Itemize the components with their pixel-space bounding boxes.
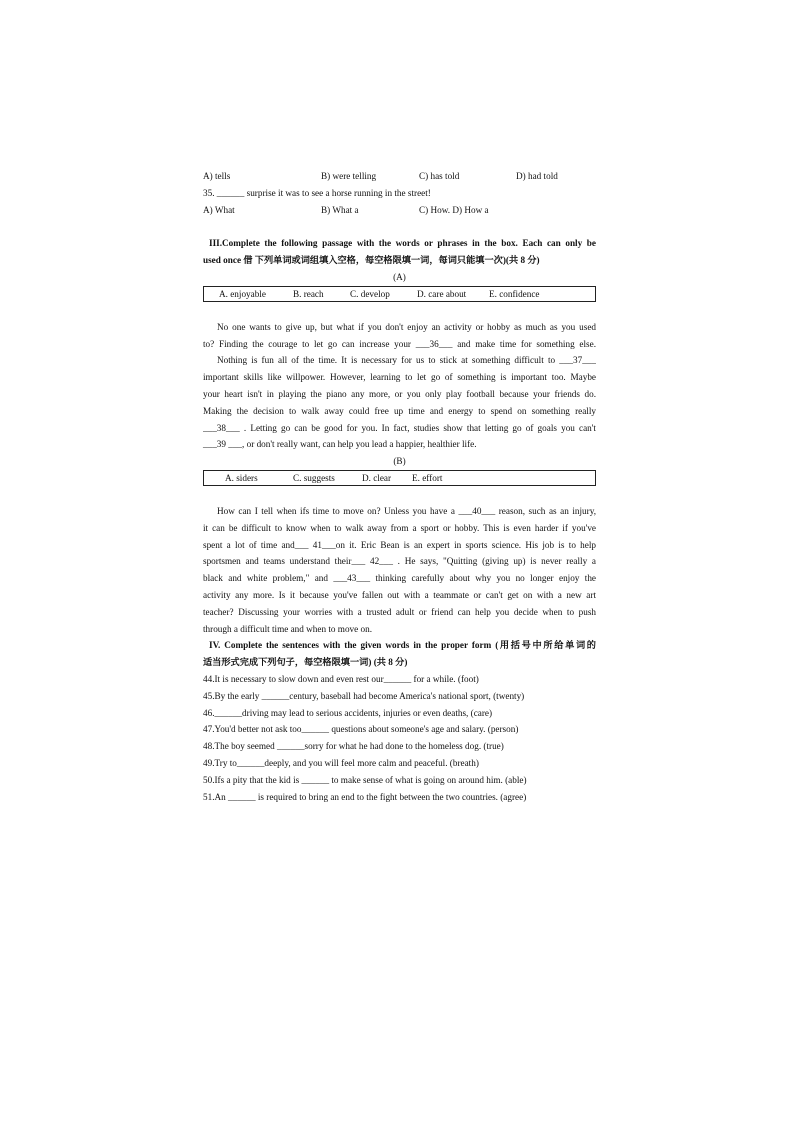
spacer: [203, 218, 596, 235]
box-b-word: E. effort: [412, 472, 443, 483]
box-a-word: D. care about: [417, 288, 467, 299]
passage-b-line: black and white problem," and ___43___ thinking carefully about why you no longer enjoy the: [203, 573, 596, 584]
passage-a-line: Making the decision to walk away could free up time and energy to spend on something really: [203, 405, 596, 416]
sentence-item: 44.It is necessary to slow down and even rest our______ for a while. (foot): [203, 673, 479, 684]
q35-option-b: B) What a: [321, 204, 359, 215]
passage-b-line: How can I tell when ifs time to move on? Unless you have a ___40___ reason, such as an injury,: [217, 505, 596, 516]
passage-b-line: through a difficult time and when to move on.: [203, 623, 372, 634]
box-b-word: D. clear: [362, 472, 392, 483]
passage-a-line: your heart isn't in playing the piano any more, or you only play football because your friends do.: [203, 388, 596, 399]
section3-heading-line2: used once 借 下列单词或词组填入空格，每空格限填一词，每词只能填一次)(共 8 分): [203, 255, 540, 266]
sentence-item: 47.You'd better not ask too______ questions about someone's age and salary. (person): [203, 724, 519, 735]
sentence-item: 48.The boy seemed ______sorry for what he had done to the homeless dog. (true): [203, 741, 504, 752]
sentence-item: 51.An ______ is required to bring an end to the fight between the two countries. (agree): [203, 791, 527, 802]
passage-a-line: Nothing is fun all of the time. It is necessary for us to stick at something difficult to ___37___: [217, 355, 596, 366]
passage-b-line: it can be difficult to know when to walk away from a sport or hobby. This is even harder if you've: [203, 522, 596, 533]
box-b-word: C. suggests: [293, 472, 335, 483]
word-box-b: [203, 470, 596, 486]
q34-option-d: D) had told: [516, 171, 558, 181]
exam-page: [203, 168, 596, 805]
sentence-item: 45.By the early ______century, baseball had become America's national sport, (twenty): [203, 690, 525, 701]
passage-b-line: spent a lot of time and___ 41___on it. Eric Bean is an expert in sports science. His job is to help: [203, 539, 596, 550]
box-b-word: A. siders: [225, 472, 258, 483]
passage-a-line: ___39 ___, or don't really want, can help you lead a happier, healthier life.: [203, 439, 477, 450]
passage-a-line: important skills like willpower. However, learning to let go of something is important too. Maybe: [203, 372, 596, 383]
sentence-item: 50.Ifs a pity that the kid is ______ to make sense of what is going on around him. (able): [203, 774, 527, 785]
q35-option-a: A) What: [203, 204, 235, 215]
passage-b-line: teacher? Discussing your worries with a trusted adult or friend can help you decide when to push: [203, 606, 596, 617]
passage-b-line: sportsmen and teams understand their___ 42___ . He says, "Quitting (giving up) is never really a: [203, 556, 596, 567]
spacer: [203, 302, 596, 319]
box-b-label: (B): [393, 456, 406, 467]
box-a-word: E. confidence: [489, 288, 540, 299]
section4-heading-line2: 适当形式完成下列句子，每空格限填一词) (共 8 分): [203, 657, 408, 668]
passage-a-line: to? Finding the courage to let go can increase your ___36___ and make time for something else.: [203, 338, 596, 349]
box-a-word: C. develop: [350, 288, 390, 299]
passage-b-line: activity any more. Is it because you've fallen out with a teammate or can't get on with a new art: [203, 589, 596, 600]
q35-stem: 35. ______ surprise it was to see a horse running in the street!: [203, 187, 431, 198]
q35-options: [203, 202, 596, 219]
spacer: [203, 486, 596, 503]
word-box-a: [203, 286, 596, 302]
box-a-label: (A): [393, 271, 406, 282]
section3-heading-line1: III.Complete the following passage with the words or phrases in the box. Each can only be: [209, 238, 596, 249]
q34-option-a: A) tells: [203, 171, 231, 181]
q34-options: [203, 168, 596, 185]
q34-option-c: C) has told: [419, 171, 460, 181]
sentence-item: 46.______driving may lead to serious accidents, injuries or even deaths, (care): [203, 707, 493, 718]
passage-a-line: No one wants to give up, but what if you don't enjoy an activity or hobby as much as you used: [217, 321, 596, 332]
section4-heading-line1: IV. Complete the sentences with the given words in the proper form (用括号中所给单词的: [209, 640, 596, 651]
q34-option-b: B) were telling: [321, 171, 377, 181]
passage-a-line: ___38___ . Letting go can be good for you. In fact, studies show that letting go of goals you can't: [203, 422, 596, 433]
box-a-word: B. reach: [293, 288, 324, 299]
q35-option-cd: C) How. D) How a: [419, 204, 489, 215]
box-a-word: A. enjoyable: [219, 288, 266, 299]
sentence-item: 49.Try to______deeply, and you will feel more calm and peaceful. (breath): [203, 757, 479, 768]
